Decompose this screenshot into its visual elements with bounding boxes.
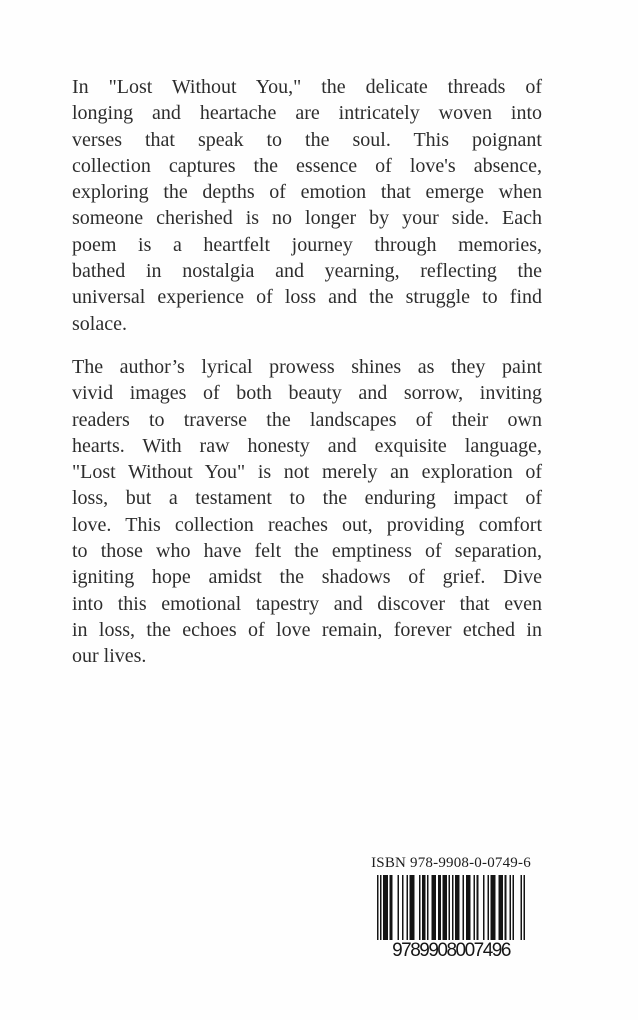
blurb-line: exploring the depths of emotion that emerge when	[72, 181, 542, 204]
blurb-line: longing and heartache are intricately woven into	[72, 102, 542, 125]
blurb-line: solace.	[72, 312, 127, 335]
blurb-line: vivid images of both beauty and sorrow, inviting	[72, 382, 542, 405]
blurb-line: to those who have felt the emptiness of separation,	[72, 540, 542, 563]
blurb-line: verses that speak to the soul. This poignant	[72, 128, 542, 151]
blurb-line: love. This collection reaches out, providing comfort	[72, 513, 542, 536]
blurb-line: "Lost Without You" is not merely an exploration of	[72, 461, 542, 484]
blurb-line: poem is a heartfelt journey through memories,	[72, 233, 542, 256]
blurb-line: our lives.	[72, 645, 147, 668]
blurb-line: igniting hope amidst the shadows of grief. Dive	[72, 566, 542, 589]
blurb-line: hearts. With raw honesty and exquisite language,	[72, 434, 542, 457]
blurb-line: in loss, the echoes of love remain, forever etched in	[72, 618, 542, 641]
blurb-line: universal experience of loss and the struggle to find	[72, 286, 542, 309]
blurb-line: someone cherished is no longer by your side. Each	[72, 207, 542, 230]
blurb-text	[72, 74, 542, 687]
blurb-paragraph	[72, 74, 542, 337]
blurb-line: into this emotional tapestry and discover that even	[72, 592, 542, 615]
barcode-image	[377, 875, 525, 940]
barcode-block	[371, 854, 531, 961]
barcode-number: 9789908007496	[392, 940, 510, 961]
isbn-label: ISBN 978-9908-0-0749-6	[371, 855, 531, 871]
blurb-paragraph	[72, 354, 542, 670]
blurb-line: loss, but a testament to the enduring impact of	[72, 487, 542, 510]
blurb-line: readers to traverse the landscapes of their own	[72, 408, 542, 431]
blurb-line: collection captures the essence of love's absence,	[72, 154, 542, 177]
blurb-line: In "Lost Without You," the delicate threads of	[72, 76, 542, 98]
blurb-line: bathed in nostalgia and yearning, reflecting the	[72, 260, 542, 283]
blurb-line: The author’s lyrical prowess shines as they paint	[72, 355, 542, 378]
